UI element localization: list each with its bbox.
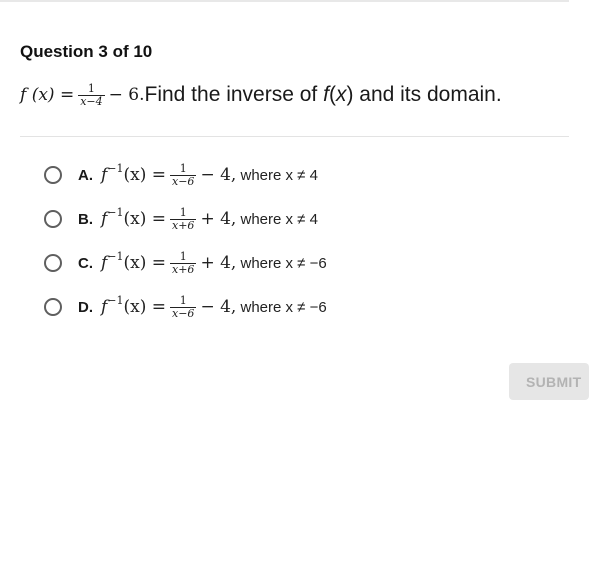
divider (20, 136, 569, 137)
option-domain: where x ≠ 4 (236, 166, 318, 184)
option-expression (101, 207, 318, 232)
radio-button-icon[interactable] (44, 254, 62, 272)
prompt-fraction (78, 83, 104, 108)
option-domain: where x ≠ −6 (236, 298, 327, 316)
option-expression (101, 163, 318, 188)
answer-option-b[interactable] (44, 202, 318, 236)
radio-button-icon[interactable] (44, 210, 62, 228)
option-expression (101, 295, 327, 320)
prompt-function-tail: − 6. (108, 85, 145, 105)
option-tail: − 4, (200, 297, 237, 317)
option-fraction (170, 251, 196, 276)
option-fraction-denominator: x−6 (172, 306, 195, 320)
answer-option-a[interactable] (44, 158, 318, 192)
option-letter: B. (78, 210, 93, 228)
option-arg: (x) = (123, 297, 167, 317)
prompt-text-1: Find the inverse of (144, 83, 324, 106)
prompt-fx-x: x (335, 83, 347, 106)
option-lhs: f (101, 209, 108, 229)
option-tail: − 4, (200, 165, 237, 185)
option-lhs: f (101, 297, 108, 317)
option-lhs: f (101, 165, 108, 185)
option-domain: where x ≠ 4 (236, 210, 318, 228)
option-superscript: −1 (107, 205, 124, 219)
prompt-fx-open: ( (328, 83, 336, 106)
option-fraction-denominator: x+6 (172, 262, 195, 276)
option-letter: C. (78, 254, 93, 272)
option-fraction-numerator: 1 (179, 205, 187, 219)
option-fraction (170, 207, 196, 232)
option-fraction-numerator: 1 (179, 249, 187, 263)
option-tail: + 4, (200, 253, 237, 273)
radio-button-icon[interactable] (44, 298, 62, 316)
radio-button-icon[interactable] (44, 166, 62, 184)
answer-option-d[interactable] (44, 290, 327, 324)
option-tail: + 4, (200, 209, 237, 229)
prompt-fraction-denominator: x−4 (80, 94, 103, 108)
option-superscript: −1 (107, 293, 124, 307)
option-fraction (170, 163, 196, 188)
option-fraction-denominator: x+6 (172, 218, 195, 232)
option-arg: (x) = (123, 253, 167, 273)
option-fraction (170, 295, 196, 320)
option-fraction-numerator: 1 (179, 161, 187, 175)
prompt-fraction-numerator: 1 (87, 81, 95, 95)
option-arg: (x) = (123, 209, 167, 229)
option-superscript: −1 (107, 249, 124, 263)
option-fraction-denominator: x−6 (172, 174, 195, 188)
option-fraction-numerator: 1 (179, 293, 187, 307)
question-counter: Question 3 of 10 (20, 42, 153, 61)
prompt-fx-close: ) (346, 83, 354, 106)
option-arg: (x) = (123, 165, 167, 185)
question-prompt (20, 78, 502, 112)
prompt-text-2: and its domain. (353, 83, 502, 106)
option-expression (101, 251, 327, 276)
top-border (0, 0, 569, 2)
prompt-function-lhs: f (x) = (20, 85, 75, 105)
answer-option-c[interactable] (44, 246, 327, 280)
option-lhs: f (101, 253, 108, 273)
option-superscript: −1 (107, 161, 124, 175)
prompt-fx-f: f (323, 83, 329, 106)
submit-button[interactable]: SUBMIT (509, 363, 589, 400)
option-letter: A. (78, 166, 93, 184)
option-domain: where x ≠ −6 (236, 254, 327, 272)
option-letter: D. (78, 298, 93, 316)
